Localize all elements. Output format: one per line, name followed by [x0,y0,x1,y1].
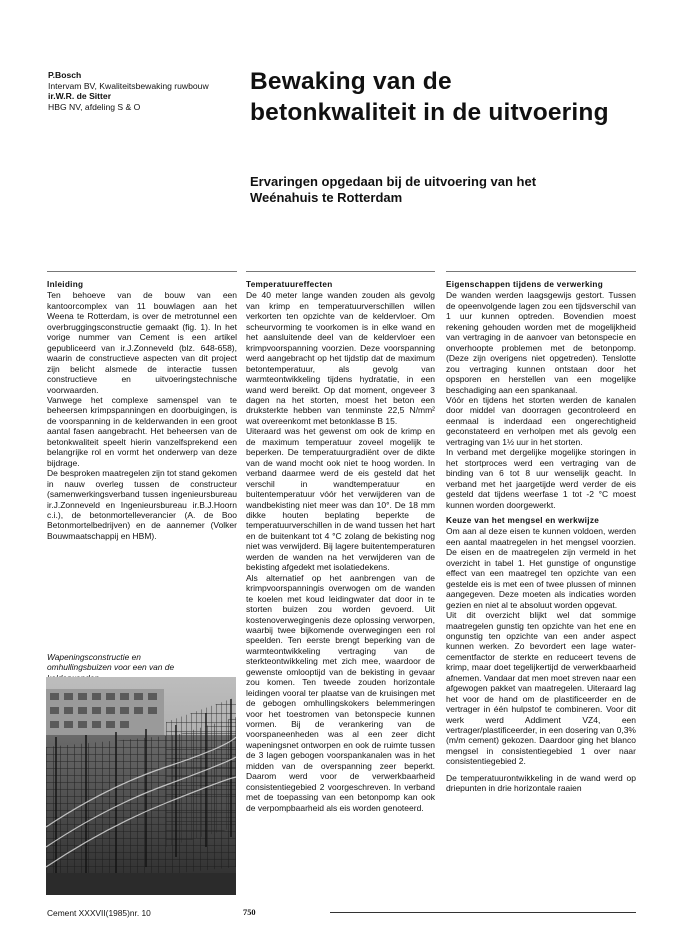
column-rule-3 [446,271,636,272]
heading-keuze-mengsel: Keuze van het mengsel en werkwijze [446,515,600,525]
column-rule-1 [47,271,237,272]
journal-footer: Cement XXXVII(1985)nr. 10 [47,908,151,918]
column-3 [446,280,636,794]
paragraph: Vóór en tijdens het storten werden de kanalen door middel van doorragen gecontroleerd en eenmaal is inderdaad een ongerechtigheid geconstateerd en verholpen met als gevolg een vertraging van 1½ uur in het storten. [446,394,636,447]
footer-rule [330,912,636,913]
paragraph: De wanden werden laagsgewijs gestort. Tussen de opeenvolgende lagen zou een tijdsverschil van 1 uur kunnen optreden. Bovendien moest rekening gehouden worden met de mogelijkheid van vertraging in de aanvoer van betonspecie en onverhoopte problemen met de betonpomp. (Deze zijn overigens niet opgetreden). Tenslotte zou vertraging kunnen ontstaan door het opsporen en herstellen van een mogelijke beschadiging aan een spankanaal. [446,290,636,395]
column-1 [47,280,237,541]
column-rule-2 [246,271,435,272]
paragraph: Ten behoeve van de bouw van een kantoorcomplex van 11 bouwlagen aan het Weena te Rotterdam, is over de metrotunnel een overbruggingsconstructie gemaakt (fig. 1). In het vorige nummer van Cement is een artikel gepubliceerd van ir.J.Zonneveld (blz. 648-658), waarin de constructieve aspecten van dit project zijn belicht alsmede de interactie tussen constructieve en uitvoeringstechnische voorwaarden. [47,290,237,395]
paragraph: De temperatuurontwikkeling in de wand werd op driepunten in drie horizontale raaien [446,772,636,794]
reinforcement-photo [46,677,236,895]
author1-affiliation: Intervam BV, Kwaliteitsbewaking ruwbouw [48,80,209,91]
reinforcement-photo-image [46,677,236,895]
caption-line: Wapeningsconstructie en [47,652,141,662]
heading-temperatuureffecten: Temperatuureffecten [246,280,333,289]
article-title [250,66,670,128]
title-line-1: Bewaking van de [250,68,452,95]
subtitle-line-1: Ervaringen opgedaan bij de uitvoering van het [250,174,537,189]
author2-affiliation: HBG NV, afdeling S & O [48,101,141,112]
caption-line: omhullingsbuizen voor een van de [47,662,175,673]
article-subtitle [250,174,670,206]
title-line-2: betonkwaliteit in de uitvoering [250,99,609,126]
paragraph: Om aan al deze eisen te kunnen voldoen, werden een aantal maatregelen in het mengsel voorzien. De eisen en de maatregelen zijn vermeld in het overzicht in tabel 1. Het gunstige of ongunstige effect van een maatregel ten opzichte van een gestelde eis is met een of twee plussen of minnen aangegeven. Deze moeten als indicaties worden gezien en niet al te absoluut worden opgevat. [446,526,636,610]
heading-eigenschappen: Eigenschappen tijdens de verwerking [446,280,604,289]
author2-name: ir.W.R. de Sitter [48,91,112,102]
author-block [48,70,253,112]
paragraph: In verband met dergelijke mogelijke storingen in het stortproces werd een vertraging van de binding van 6 tot 8 uur wenselijk geacht. In verband met het jaargetijde werd verder de eis gesteld dat tijdens weerfase 1 tot -2 °C moest kunnen worden doorgewerkt. [446,447,636,510]
paragraph: De 40 meter lange wanden zouden als gevolg van krimp en temperatuurverschillen willen verkorten ten opzichte van de keldervloer. Om scheurvorming te voorkomen is in elke wand en het aansluitende deel van de keldervloer een krimpvoorspanning voorzien. Deze voorspanning werd aangebracht op het tijdstip dat de maximum betontemperatuur, als gevolg van warmteontwikkeling tijdens hydratatie, in een wand werd bereikt. Op dat moment, ongeveer 3 dagen na het storten, moest het beton een druksterkte hebben van tenminste 22,5 N/mm² wat overeenkomt met betonklasse B 15. [246,290,435,426]
heading-inleiding: Inleiding [47,280,84,289]
page-number: 750 [243,908,256,917]
subtitle-line-2: Weénahuis te Rotterdam [250,190,403,205]
paragraph: Vanwege het complexe samenspel van te beheersen krimpspanningen en doorbuigingen, is de voorspanning in de kelderwanden in een groot aantal fasen aangebracht. Het beheersen van de betonkwaliteit speelt hierin vanzelfsprekend een belangrijke rol en vormt het onderwerp van deze bijdrage. [47,394,237,468]
paragraph: Als alternatief op het aanbrengen van de krimpvoorspanningis overwogen om de wanden te koelen met koud leidingwater dat door in te storten buizen zou worden gevoerd. Uit kostenoverwegingenis deze oplossing verworpen, waarbij twee bijkomende overwegingen een rol speelden. Ten eerste brengt beperking van de warmteontwikkeling vertraging van de sterkteontwikkeling met zich mee, waardoor de gewenste omlooptijd van de bekisting in gevaar zou komen. Ten tweede zouden horizontale leidingen vooral ter plaatse van de kruisingen met de gebogen omhullingskokers belemmeringen voor het toestromen van betonspecie kunnen vormen. Bij de verankering van de voorspaneenheden was al een zeer dicht wapeningsnet ontworpen en ook de ruimte tussen de 3 lagen gebogen voorspankanalen was in het midden van de overspanning zeer beperkt. Daarom werd voor de verwerkbaarheid consistentiegebied 2 voorgeschreven. In verband met de toepassing van een betonpomp kan ook de verpompbaarheid als eis worden genoteerd. [246,572,435,813]
paragraph: Uit dit overzicht blijkt wel dat sommige maatregelen gunstig ten opzichte van het ene en ongunstig ten opzichte van een ander aspect kunnen werken. Zo bevordert een lage water-cementfactor de sterkte en reduceert tevens de krimp, maar doet tegelijkertijd de verwerkbaarheid afnemen. Vandaar dat men moet streven naar een afgewogen pakket van maatregelen. Uiteraard lag het voor de hand om de plastificeerder en de vertrager in één hulpstof te combineren. Voor dit werk werd Addiment VZ4, een vertrager/plastificeerder, in een dosering van 0,3% (m/m cement) gekozen. Daardoor ging het blanco mengsel in consistentiegebied 1 over naar consistentiegebied 2. [446,610,636,767]
author1-name: P.Bosch [48,70,82,80]
column-2 [246,280,435,813]
paragraph: Uiteraard was het gewenst om ook de krimp en de maximum temperatuur zoveel mogelijk te beperken. De temperatuurgradiënt over de dikte van de wand mocht ook niet te hoog worden. In verband daarmee werd de eis gesteld dat het verschil in wandtemperatuur en buitentemperatuur vóór het verwijderen van de wandbekisting niet meer was dan 10°. De 18 mm dikke houten beplating beperkte de temperatuurverschillen in de wand tussen het hart en de buitenkant tot 4 °C zolang de bekisting nog niet was verwijderd. Bij lagere buitentemperaturen werden de wanden na het verwijderen van de bekisting afgedekt met isolatiedekens. [246,426,435,573]
paragraph: De besproken maatregelen zijn tot stand gekomen in nauw overleg tussen de constructeur (samenwerkingsverband tussen ingenieursbureau ir.J.Zonneveld en Ingenieursbureau ir.B.J.Hoorn c.i.), de betonmortelleverancier (A. de Boo Betonmortelbedrijven) en de aannemer (Volker Bouwmaatschappij en HBM). [47,468,237,541]
